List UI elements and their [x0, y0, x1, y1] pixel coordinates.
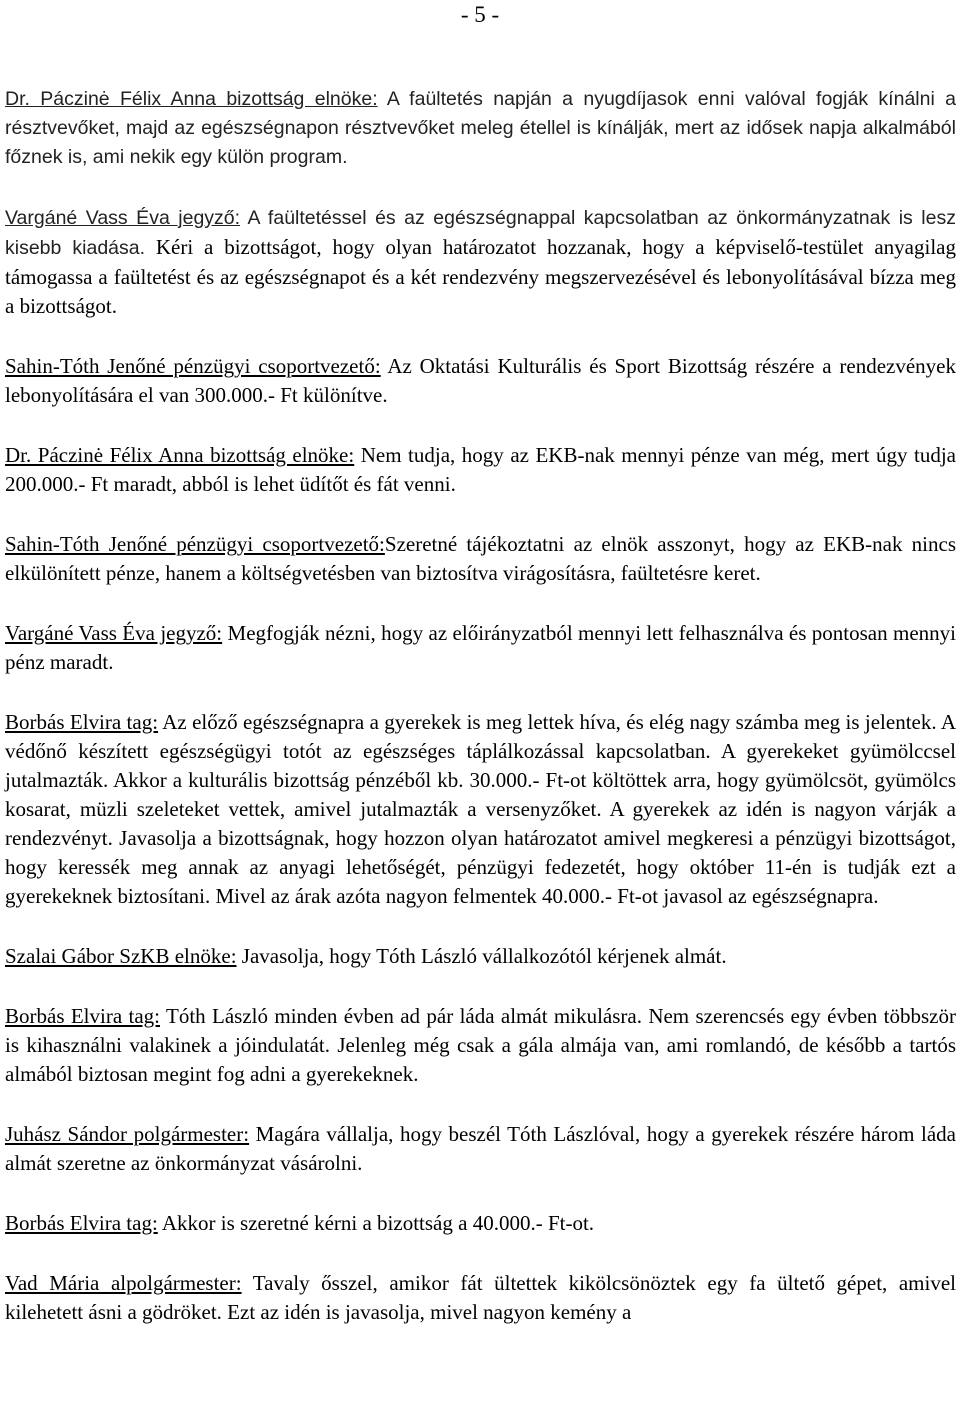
paragraph-12 — [5, 1269, 956, 1327]
paragraph-text: Megfogják nézni, hogy az előirányzatból mennyi lett felhasználva és pontosan mennyi pénz maradt. — [5, 621, 957, 674]
paragraph-11 — [5, 1209, 956, 1238]
paragraph-2 — [5, 203, 956, 321]
page-number: - 5 - — [460, 2, 500, 27]
paragraph-text: Az előző egészségnapra a gyerekek is meg lettek híva, és elég nagy számba meg is jelentek. A védőnő készített egészségügyi totót az egészséges táplálkozással kapcsolatban. A gyerekeket gyümölccsel jutalmazták. Akkor a kulturális bizottság pénzéből kb. 30.000.- Ft-ot költöttek arra, hogy gyümölcsöt, gyümölcs kosarat, müzli szeleteket vettek, amivel jutalmazták a versenyzőket. A gyerekek az idén is nagyon várják a rendezvényt. Javasolja a bizottságnak, hogy hozzon olyan határozatot amivel megkeresi a pénzügyi bizottságot, hogy keressék meg annak az anyagi lehetőségét, pénzügyi fedezetét, hogy október 11-én is tudják ezt a gyerekeknek biztosítani. Mivel az árak azóta nagyon felmentek 40.000.- Ft-ot javasol az egészségnapra. — [5, 710, 956, 908]
speaker-label: Vad Mária alpolgármester: — [5, 1271, 242, 1295]
paragraph-4 — [5, 441, 956, 499]
paragraph-9 — [5, 1002, 956, 1089]
paragraph-10 — [5, 1120, 956, 1178]
paragraph-text: A faültetés napján a nyugdíjasok enni valóval fogják kínálni a résztvevőket, majd az egészségnapon résztvevőket meleg étellel is kínálják, mert az idősek napja alkalmából főznek is, ami nekik egy külön program. — [5, 88, 956, 168]
paragraph-text: Tavaly ősszel, amikor fát ültettek kikölcsönöztek egy fa ültető gépet, amivel kilehetett ásni a gödröket. Ezt az idén is javasolja, mivel nagyon kemény a — [5, 1271, 957, 1324]
speaker-label: Borbás Elvira tag: — [5, 710, 159, 734]
paragraph-text: A faültetéssel és az egészségnappal kapcsolatban az önkormányzatnak is lesz kisebb kiadása. — [5, 207, 956, 259]
paragraph-1 — [5, 85, 956, 172]
paragraph-3 — [5, 352, 956, 410]
speaker-label: Szalai Gábor SzKB elnöke: — [5, 944, 237, 968]
paragraph-8 — [5, 942, 956, 971]
paragraph-text: Nem tudja, hogy az EKB-nak mennyi pénze van még, mert úgy tudja 200.000.- Ft maradt, abból is lehet üdítőt és fát venni. — [5, 443, 956, 496]
paragraph-text-continued: Kéri a bizottságot, hogy olyan határozatot hozzanak, hogy a képviselő-testület anyagilag támogassa a faültetést és az egészségnapot és a két rendezvény megszervezésével és lebonyolításával bízza meg a bizottságot. — [5, 235, 956, 318]
speaker-label: Dr. Páczinė Félix Anna bizottság elnöke: — [5, 88, 378, 110]
paragraph-text: Akkor is szeretné kérni a bizottság a 40.000.- Ft-ot. — [157, 1211, 595, 1235]
document-body — [5, 85, 956, 1358]
speaker-label: Borbás Elvira tag: — [5, 1004, 161, 1028]
speaker-label: Sahin-Tóth Jenőné pénzügyi csoportvezető: — [5, 354, 381, 378]
paragraph-7 — [5, 708, 956, 911]
paragraph-5 — [5, 530, 956, 588]
paragraph-text: Az Oktatási Kulturális és Sport Bizottság részére a rendezvények lebonyolítására el van 300.000.- Ft különítve. — [5, 354, 957, 407]
speaker-label: Juhász Sándor polgármester: — [5, 1122, 250, 1146]
speaker-label: Vargáné Vass Éva jegyző: — [5, 621, 223, 645]
paragraph-text: Szeretné tájékoztatni az elnök asszonyt, hogy az EKB-nak nincs elkülönített pénze, hanem a költségvetésben van biztosítva virágosításra, faültetésre keret. — [5, 532, 957, 585]
paragraph-text: Tóth László minden évben ad pár láda almát mikulásra. Nem szerencsés egy évben többször is kihasználni valakinek a jóindulatát. Jelenleg még csak a gála almája van, ami romlandó, de később a tartós almából biztosan megint fog adni a gyerekeknek. — [5, 1004, 956, 1086]
speaker-label: Sahin-Tóth Jenőné pénzügyi csoportvezető: — [5, 532, 385, 556]
paragraph-text: Javasolja, hogy Tóth László vállalkozótól kérjenek almát. — [236, 944, 727, 968]
speaker-label: Borbás Elvira tag: — [5, 1211, 158, 1235]
paragraph-text: Magára vállalja, hogy beszél Tóth Lászlóval, hogy a gyerekek részére három láda almát szeretne az önkormányzat vásárolni. — [5, 1122, 956, 1175]
speaker-label: Vargáné Vass Éva jegyző: — [5, 207, 241, 229]
paragraph-6 — [5, 619, 956, 677]
speaker-label: Dr. Páczinė Félix Anna bizottság elnöke: — [5, 443, 355, 467]
